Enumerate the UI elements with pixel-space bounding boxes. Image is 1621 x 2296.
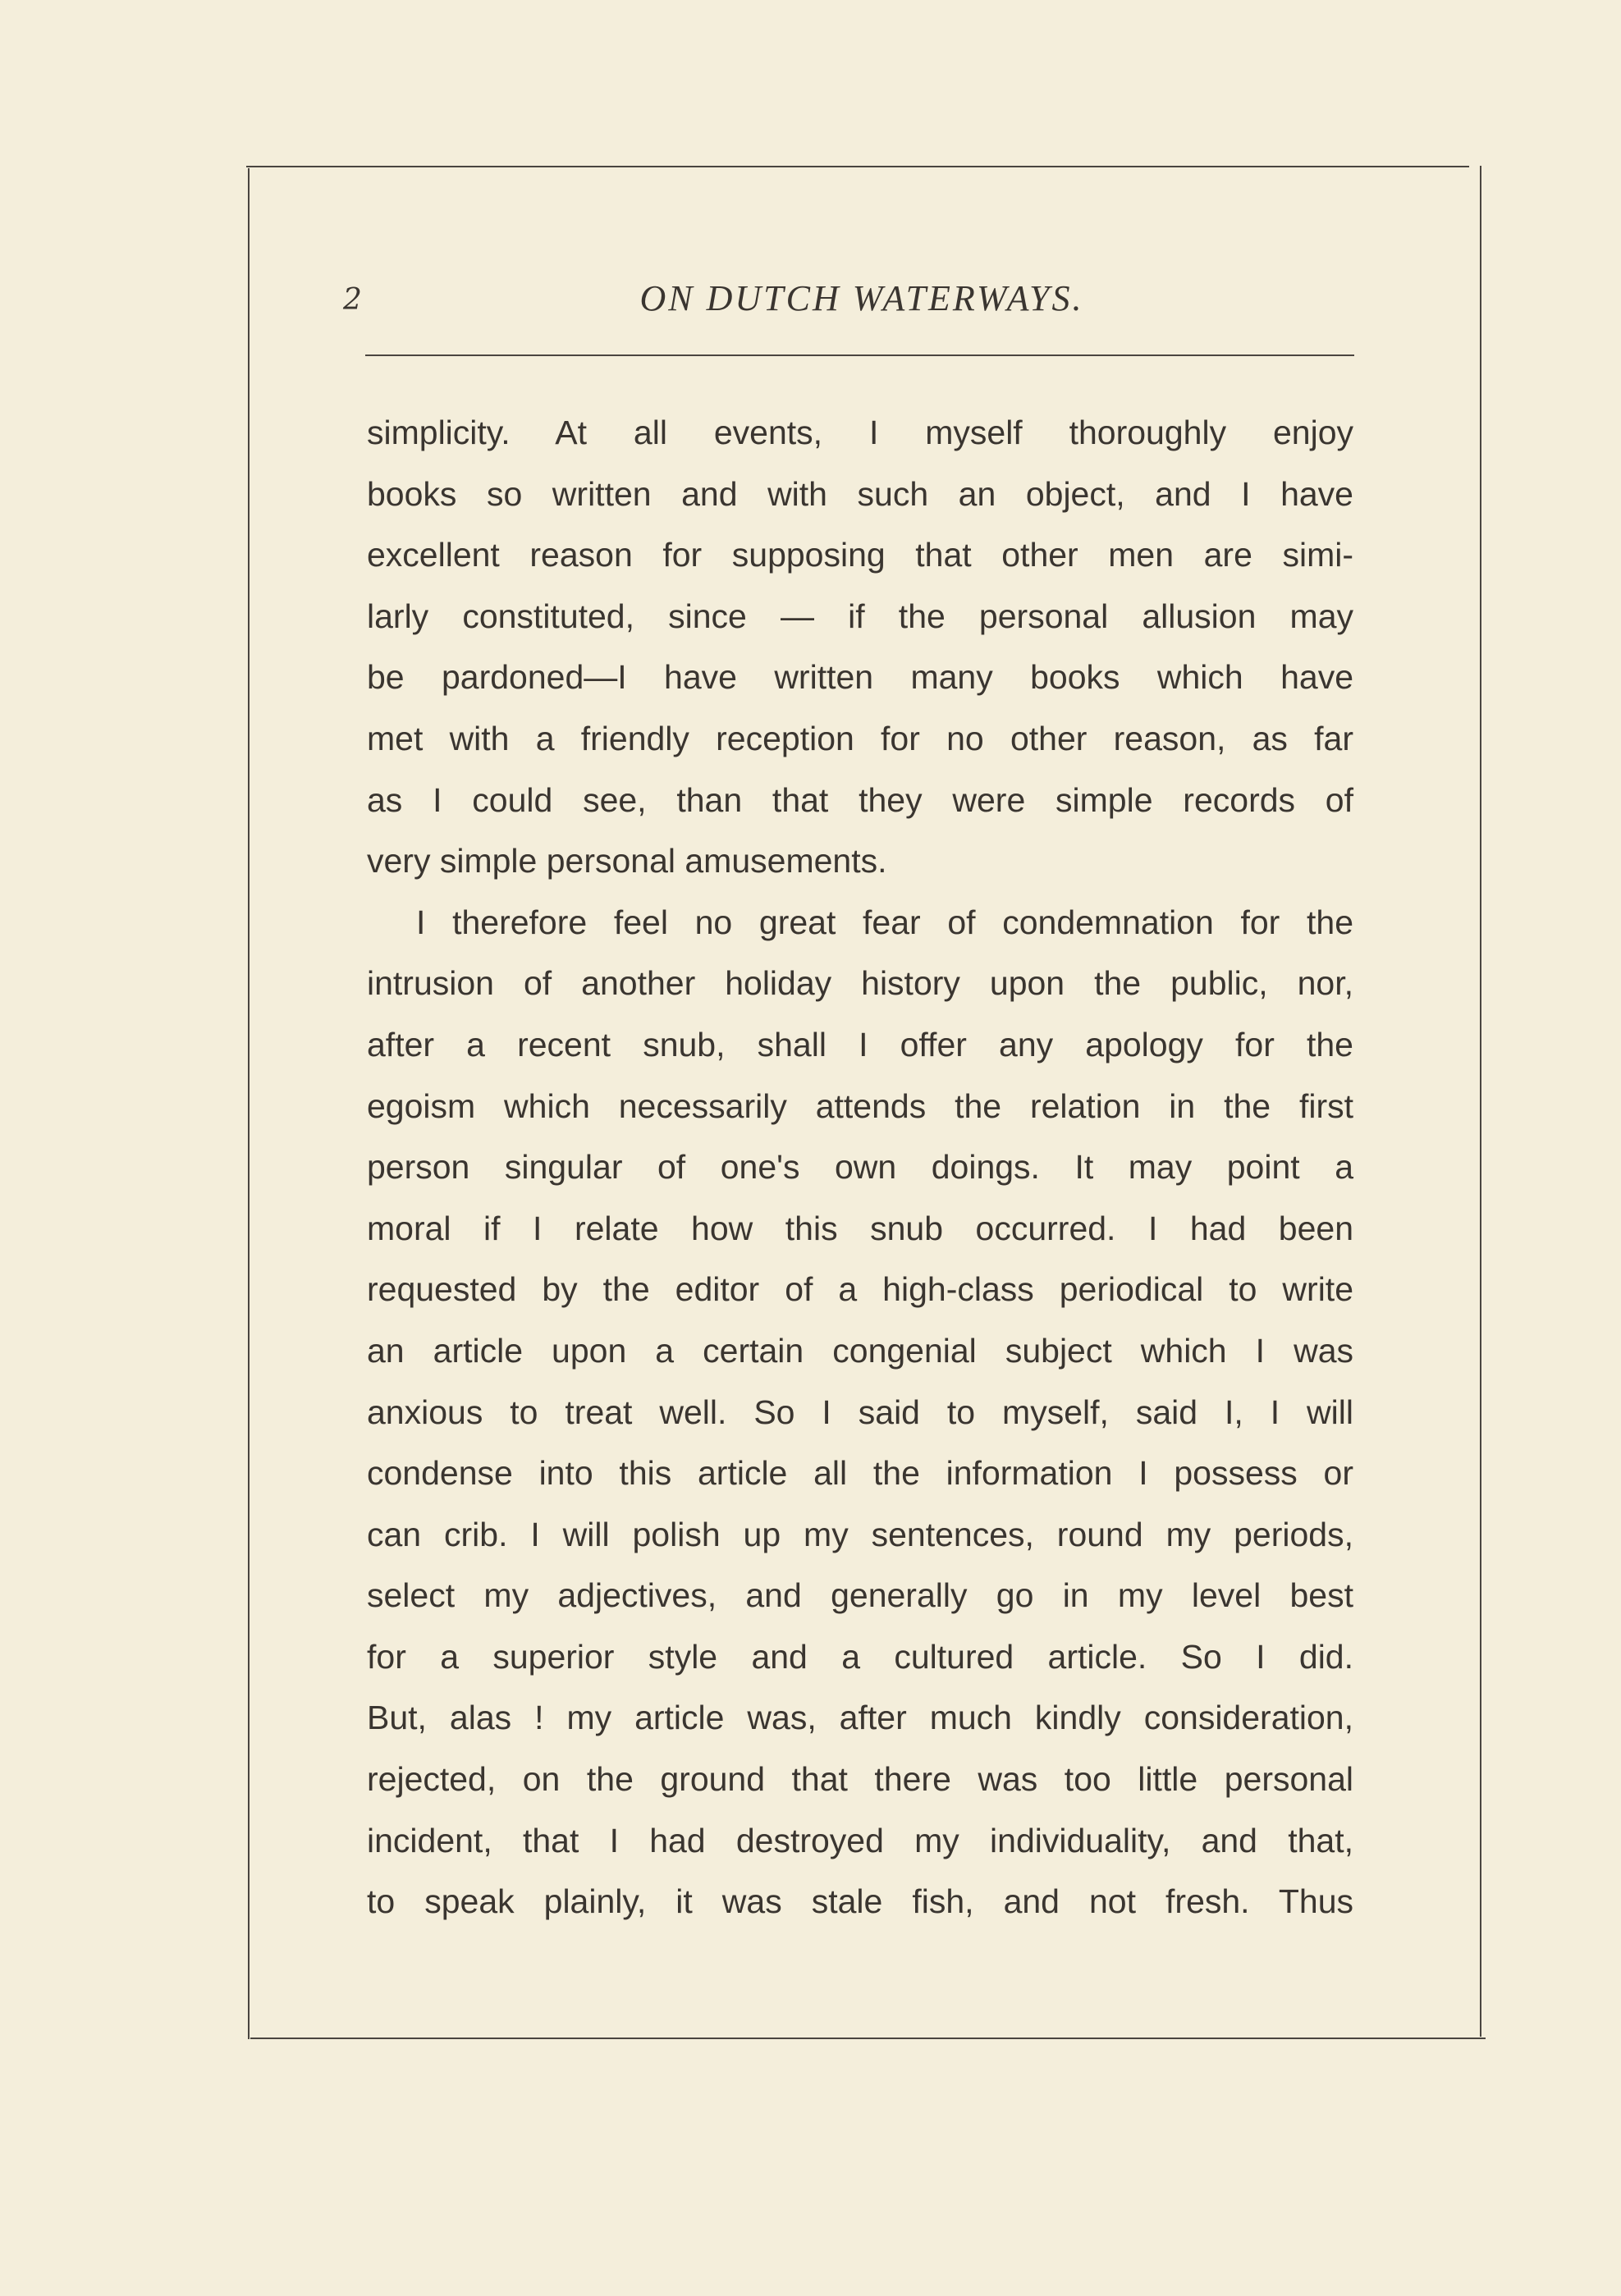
text-line: intrusion of another holiday history upon the public, nor, bbox=[367, 964, 1353, 1003]
page-frame-left-rule bbox=[248, 168, 250, 2039]
text-line: very simple personal amusements. bbox=[367, 842, 887, 880]
text-line: I therefore feel no great fear of condemnation for the bbox=[416, 903, 1353, 941]
text-line: moral if I relate how this snub occurred. I had been bbox=[367, 1209, 1353, 1247]
text-line: requested by the editor of a high-class periodical to write bbox=[367, 1270, 1353, 1309]
page-number: 2 bbox=[343, 283, 362, 317]
text-line: person singular of one's own doings. It may point a bbox=[367, 1148, 1353, 1187]
text-line: be pardoned—I have written many books which have bbox=[367, 658, 1353, 697]
page-frame-bottom-rule bbox=[250, 2038, 1486, 2039]
text-line: to speak plainly, it was stale fish, and not fresh. Thus bbox=[367, 1882, 1353, 1921]
text-line: met with a friendly reception for no other reason, as far bbox=[367, 719, 1353, 757]
header-rule bbox=[365, 354, 1354, 356]
text-line: an article upon a certain congenial subject which I was bbox=[367, 1331, 1353, 1370]
text-line: select my adjectives, and generally go in my level best bbox=[367, 1576, 1353, 1615]
text-line: egoism which necessarily attends the relation in the first bbox=[367, 1086, 1353, 1125]
text-line: incident, that I had destroyed my individuality, and that, bbox=[367, 1821, 1353, 1859]
text-line: excellent reason for supposing that other men are simi- bbox=[367, 536, 1353, 574]
text-line: rejected, on the ground that there was too little personal bbox=[367, 1760, 1353, 1799]
running-head: ON DUTCH WATERWAYS. bbox=[639, 278, 1084, 318]
text-line: larly constituted, since — if the personal allusion may bbox=[367, 597, 1353, 635]
text-line: anxious to treat well. So I said to myself, said I, I will bbox=[367, 1393, 1353, 1431]
page-frame-top-rule bbox=[246, 166, 1469, 167]
text-line: can crib. I will polish up my sentences, round my periods, bbox=[367, 1515, 1353, 1553]
text-line: after a recent snub, shall I offer any apology for the bbox=[367, 1025, 1353, 1063]
text-line: But, alas ! my article was, after much kindly consideration, bbox=[367, 1699, 1353, 1737]
text-line: simplicity. At all events, I myself thoroughly enjoy bbox=[367, 414, 1353, 451]
text-line: as I could see, than that they were simple records of bbox=[367, 780, 1353, 819]
text-line: for a superior style and a cultured article. So I did. bbox=[367, 1637, 1353, 1676]
page-frame-right-rule bbox=[1480, 166, 1481, 2037]
text-line: books so written and with such an object, and I have bbox=[367, 474, 1353, 513]
body-text bbox=[367, 402, 1353, 1932]
text-line: condense into this article all the information I possess or bbox=[367, 1454, 1353, 1493]
